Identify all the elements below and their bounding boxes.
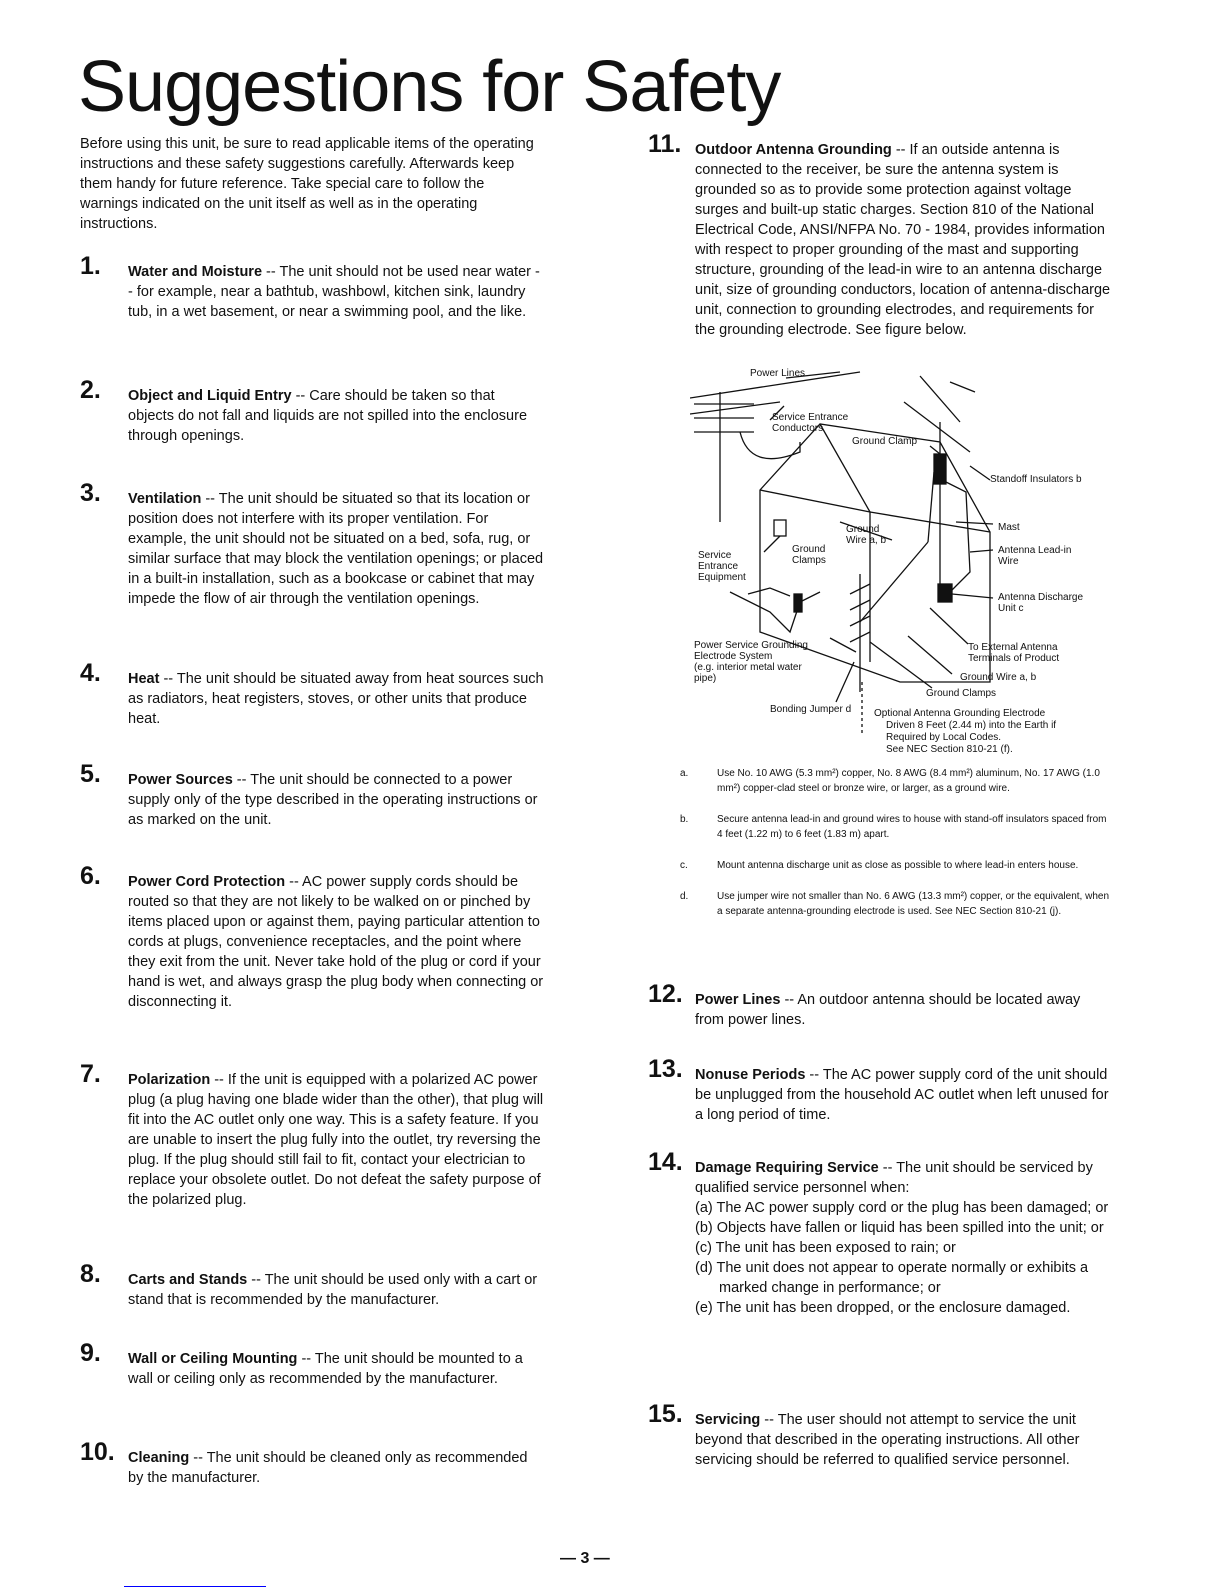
safety-item-mounting: 9. Wall or Ceiling Mounting -- The unit should be mounted to a wall or ceiling only as recommended by the manufacturer. (80, 1339, 523, 1387)
svg-text:Conductors: Conductors (772, 423, 824, 434)
item-text: The unit should be situated away from heat sources such as radiators, heat registers, stoves, or other units that produce heat. (128, 671, 544, 727)
note-a: a. Use No. 10 AWG (5.3 mm²) copper, No. 8 AWG (8.4 mm²) aluminum, No. 17 AWG (1.0 mm²) copper-clad steel or bronze wire, or larger, as a ground wire. (680, 768, 1100, 794)
note-c: c. Mount antenna discharge unit as close as possible to where lead-in enters house. (680, 860, 1079, 871)
safety-item-carts: 8. Carts and Stands -- The unit should be used only with a cart or stand that is recommended by the manufacturer. (80, 1260, 538, 1308)
safety-item-water: 1. Water and Moisture -- The unit should not be used near water -- for example, near a bathtub, washbowl, kitchen sink, laundry tub, in a wet basement, or near a swimming pool, and the like. (80, 252, 540, 320)
svg-text:Standoff Insulators b: Standoff Insulators b (990, 474, 1082, 485)
antenna-grounding-diagram (690, 362, 1120, 762)
svg-text:Entrance: Entrance (698, 561, 739, 572)
svg-text:Terminals of Product: Terminals of Product (968, 653, 1060, 664)
intro-paragraph: Before using this unit, be sure to read applicable items of the operating instructions and these safety suggestions carefully. Afterwards keep them handy for future reference. Take special care to follow the warnings indicated on the unit itself as well as in the operating instructions. (80, 136, 534, 232)
item-number: 11. (648, 130, 682, 158)
svg-text:Driven 8 Feet (2.44 m) into th: Driven 8 Feet (2.44 m) into the Earth if (886, 720, 1057, 731)
page-number: — 3 — (560, 1550, 610, 1567)
item-heading: Cleaning (128, 1450, 190, 1466)
svg-text:Antenna Discharge: Antenna Discharge (998, 592, 1084, 603)
svg-text:Optional Antenna Grounding Ele: Optional Antenna Grounding Electrode (874, 708, 1046, 719)
item-text: The AC power supply cord of the unit should be unplugged from the household AC outlet when left unused for a long period of time. (695, 1067, 1109, 1123)
item-number: 8. (80, 1260, 101, 1288)
svg-text:Required by Local Codes.: Required by Local Codes. (886, 732, 1002, 743)
item-heading: Water and Moisture (128, 264, 263, 280)
svg-text:Equipment: Equipment (698, 572, 746, 583)
safety-item-damage: 14. Damage Requiring Service -- The unit should be serviced by qualified service personnel when: (a) The AC power supply cord or the plug has been damaged; or (b) Objects have fallen or liquid has been spilled into the unit; or (c) The unit has been exposed to rain; or (d) The unit does not appear to operate normally or exhibits a marked change in performance; or (e) The unit has been dropped, or the enclosure damaged. (648, 1158, 1112, 1318)
item-heading: Nonuse Periods (695, 1067, 806, 1083)
item-text: Care should be taken so that objects do not fall and liquids are not spilled into the enclosure through openings. (128, 388, 528, 444)
safety-item-power-lines: 12. Power Lines -- An outdoor antenna should be located away from power lines. (648, 980, 1081, 1028)
svg-text:Ground Clamp: Ground Clamp (852, 436, 918, 447)
svg-text:Ground: Ground (846, 524, 880, 535)
item-heading: Damage Requiring Service (695, 1160, 879, 1176)
item-heading: Heat (128, 671, 160, 687)
page-title: Suggestions for Safety (78, 47, 781, 127)
safety-item-cleaning: 10. Cleaning -- The unit should be cleaned only as recommended by the manufacturer. (80, 1438, 528, 1486)
svg-text:See NEC Section 810-21 (f).: See NEC Section 810-21 (f). (886, 744, 1013, 755)
item-text: The unit should be situated so that its location or position does not interfere with its proper ventilation. For example, the unit should not be situated on a bed, sofa, rug, or similar surface that may block the ventilation openings; or placed in a built-in installation, such as a bookcase or cabinet that may impede the flow of air through the ventilation openings. (128, 491, 544, 607)
condition-d: (d) The unit does not appear to operate normally or exhibits a marked change in performance; or (695, 1260, 1089, 1296)
item-heading: Power Lines (695, 992, 781, 1008)
svg-text:Wire: Wire (998, 556, 1019, 567)
item-number: 9. (80, 1339, 101, 1367)
item-number: 15. (648, 1400, 683, 1428)
safety-item-antenna-grounding: 11. Outdoor Antenna Grounding -- If an outside antenna is connected to the receiver, be sure the antenna system is grounded so as to provide some protection against voltage surges and built-up static charges. Section 810 of the National Electrical Code, ANSI/NFPA No. 70 - 1984, provides information with respect to proper grounding of the mast and supporting structure, grounding of the lead-in wire to an antenna discharge unit, size of grounding conductors, location of antenna-discharge unit, connection to grounding electrodes, and requirements for the grounding electrode. See figure below. (648, 130, 1111, 338)
item-number: 5. (80, 760, 101, 788)
item-text: The unit should be cleaned only as recommended by the manufacturer. (128, 1450, 528, 1486)
safety-item-object-entry: 2. Object and Liquid Entry -- Care should be taken so that objects do not fall and liquids are not spilled into the enclosure through openings. (80, 376, 528, 444)
item-number: 1. (80, 252, 101, 280)
item-text: The user should not attempt to service the unit beyond that described in the operating instructions. All other servicing should be referred to qualified service personnel. (695, 1412, 1080, 1468)
item-number: 14. (648, 1148, 683, 1176)
svg-text:Service: Service (698, 550, 732, 561)
svg-text:Clamps: Clamps (792, 555, 826, 566)
note-b: b. Secure antenna lead-in and ground wires to house with stand-off insulators spaced from 4 feet (1.22 m) to 6 feet (1.83 m) apart. (680, 814, 1107, 840)
item-text: AC power supply cords should be routed so that they are not likely to be walked on or pinched by items placed upon or against them, paying particular attention to cords at plugs, convenience receptacles, and the point where they exit from the unit. Never take hold of the plug or cord if your hand is wet, and always grasp the plug body when connecting or disconnecting it. (128, 874, 544, 1010)
svg-text:Power Service Grounding: Power Service Grounding (694, 640, 808, 651)
svg-text:Unit c: Unit c (998, 603, 1024, 614)
item-number: 13. (648, 1055, 683, 1083)
item-text: If an outside antenna is connected to the receiver, be sure the antenna system is grounded so as to provide some protection against voltage surges and built-up static charges. Section 810 of the National Electrical Code, ANSI/NFPA No. 70 - 1984, provides information with respect to proper grounding of the mast and supporting structure, grounding of the lead-in wire to an antenna discharge unit, size of grounding conductors, location of antenna-discharge unit, connection to grounding electrodes, and requirements for the grounding electrode. See figure below. (695, 142, 1111, 338)
svg-text:Antenna Lead-in: Antenna Lead-in (998, 545, 1072, 556)
item-number: 10. (80, 1438, 115, 1466)
safety-item-ventilation: 3. Ventilation -- The unit should be situated so that its location or position does not interfere with its proper ventilation. For example, the unit should not be situated on a bed, sofa, rug, or similar surface that may block the ventilation openings; or placed in a built-in installation, such as a bookcase or cabinet that may impede the flow of air through the ventilation openings. (80, 479, 544, 607)
svg-text:Mast: Mast (998, 522, 1020, 533)
item-text: An outdoor antenna should be located away from power lines. (695, 992, 1081, 1028)
safety-item-servicing: 15. Servicing -- The user should not attempt to service the unit beyond that described in the operating instructions. All other servicing should be referred to qualified service personnel. (648, 1400, 1080, 1468)
condition-e: (e) The unit has been dropped, or the enclosure damaged. (695, 1300, 1071, 1316)
item-heading: Object and Liquid Entry (128, 388, 292, 404)
item-number: 12. (648, 980, 683, 1008)
safety-item-nonuse: 13. Nonuse Periods -- The AC power supply cord of the unit should be unplugged from the household AC outlet when left unused for a long period of time. (648, 1055, 1109, 1123)
item-text: The unit should be used only with a cart or stand that is recommended by the manufacturer. (128, 1272, 538, 1308)
condition-a: (a) The AC power supply cord or the plug has been damaged; or (695, 1200, 1109, 1216)
item-heading: Carts and Stands (128, 1272, 248, 1288)
svg-text:(e.g. interior metal water: (e.g. interior metal water (694, 662, 802, 673)
condition-b: (b) Objects have fallen or liquid has been spilled into the unit; or (695, 1220, 1104, 1236)
item-text: The unit should be serviced by qualified service personnel when: (695, 1160, 1093, 1196)
svg-text:To External Antenna: To External Antenna (968, 642, 1058, 653)
note-d: d. Use jumper wire not smaller than No. 6 AWG (13.3 mm²) copper, or the equivalent, when a separate antenna-grounding electrode is used. See NEC Section 810-21 (j). (680, 891, 1110, 917)
svg-text:Ground Wire a, b: Ground Wire a, b (960, 672, 1037, 683)
svg-text:Service Entrance: Service Entrance (772, 412, 849, 423)
svg-text:Ground Clamps: Ground Clamps (926, 688, 997, 699)
item-heading: Polarization (128, 1072, 211, 1088)
item-number: 7. (80, 1060, 101, 1088)
item-heading: Wall or Ceiling Mounting (128, 1351, 298, 1367)
svg-text:Electrode System: Electrode System (694, 651, 773, 662)
item-heading: Ventilation (128, 491, 202, 507)
condition-c: (c) The unit has been exposed to rain; or (695, 1240, 956, 1256)
item-text: The unit should not be used near water -- for example, near a bathtub, washbowl, kitchen sink, laundry tub, in a wet basement, or near a swimming pool, and the like. (128, 264, 540, 320)
item-number: 6. (80, 862, 101, 890)
item-heading: Outdoor Antenna Grounding (695, 142, 892, 158)
item-text: If the unit is equipped with a polarized AC power plug (a plug having one blade wider than the other), that plug will fit into the AC outlet only one way. This is a safety feature. If you are unable to insert the plug fully into the outlet, try reversing the plug. If the plug should still fail to fit, contact your electrician to replace your obsolete outlet. Do not defeat the safety purpose of the polarized plug. (128, 1072, 544, 1208)
item-text: The unit should be connected to a power supply only of the type described in the operating instructions or as marked on the unit. (128, 772, 538, 828)
svg-text:pipe): pipe) (694, 673, 717, 684)
item-number: 3. (80, 479, 101, 507)
svg-text:Wire a, b: Wire a, b (846, 535, 887, 546)
safety-item-power-sources: 5. Power Sources -- The unit should be connected to a power supply only of the type described in the operating instructions or as marked on the unit. (80, 760, 538, 828)
damage-conditions-list (648, 1198, 1112, 1318)
item-text: The unit should be mounted to a wall or ceiling only as recommended by the manufacturer. (128, 1351, 523, 1387)
item-number: 4. (80, 659, 101, 687)
svg-text:Ground: Ground (792, 544, 826, 555)
safety-item-polarization: 7. Polarization -- If the unit is equipped with a polarized AC power plug (a plug having one blade wider than the other), that plug will fit into the AC outlet only one way. This is a safety feature. If you are unable to insert the plug fully into the outlet, try reversing the plug. If the plug should still fail to fit, contact your electrician to replace your obsolete outlet. Do not defeat the safety purpose of the polarized plug. (80, 1060, 544, 1208)
item-heading: Servicing (695, 1412, 761, 1428)
item-heading: Power Cord Protection (128, 874, 286, 890)
item-heading: Power Sources (128, 772, 233, 788)
safety-item-heat: 4. Heat -- The unit should be situated away from heat sources such as radiators, heat registers, stoves, or other units that produce heat. (80, 659, 544, 727)
figure-notes (680, 766, 1112, 935)
safety-item-power-cord: 6. Power Cord Protection -- AC power supply cords should be routed so that they are not likely to be walked on or pinched by items placed upon or against them, paying particular attention to cords at plugs, convenience receptacles, and the point where they exit from the unit. Never take hold of the plug or cord if your hand is wet, and always grasp the plug body when connecting or disconnecting it. (80, 862, 544, 1010)
item-number: 2. (80, 376, 101, 404)
svg-text:Power Lines: Power Lines (750, 368, 806, 379)
svg-text:Bonding Jumper d: Bonding Jumper d (770, 704, 852, 715)
discharge-unit (938, 584, 952, 602)
